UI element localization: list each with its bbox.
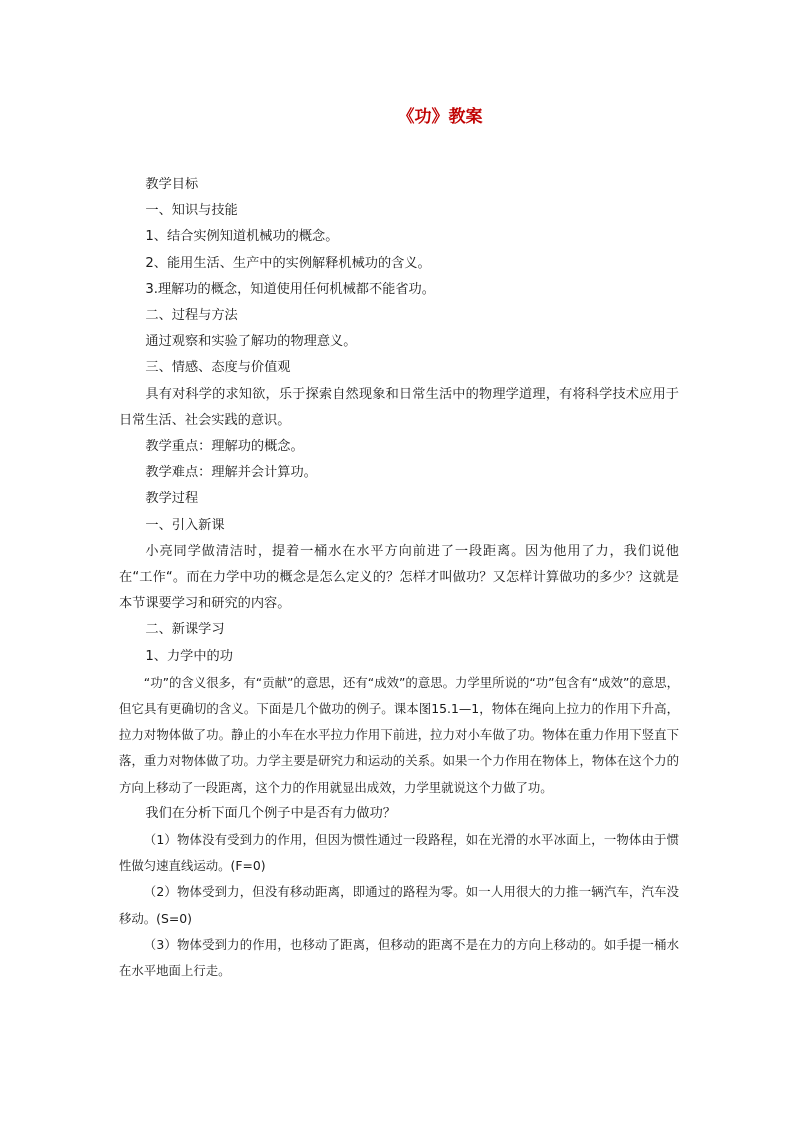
example-case-2: （2）物体受到力，但没有移动距离，即通过的路程为零。如一人用很大的力推一辆汽车，汽车没移动。(S=0) — [119, 884, 679, 926]
objective-item-3: 3.理解功的概念，知道使用任何机械都不能省功。 — [145, 281, 435, 297]
document-body — [119, 172, 679, 984]
example-case-1: （1）物体没有受到力的作用，但因为惯性通过一段路程，如在光滑的水平冰面上，一物体由于惯性做匀速直线运动。(F=0) — [119, 832, 679, 874]
subheading-process-methods: 二、过程与方法 — [145, 308, 238, 324]
attitudes-values-text: 具有对科学的求知欲，乐于探索自然现象和日常生活中的物理学道理，有将科学技术应用于日常生活、社会实践的意识。 — [119, 386, 679, 428]
work-definition-text: “功”的含义很多，有“贡献”的意思，还有“成效”的意思。力学里所说的“功”包含有“成效”的意思，但它具有更确切的含义。下面是几个做功的例子。课本图15.1—1，物体在绳向上拉力的作用下升高，拉力对物体做了功。静止的小车在水平拉力作用下前进，拉力对小车做了功。物体在重力作用下竖直下落，重力对物体做了功。力学主要是研究力和运动的关系。如果一个力作用在物体上，物体在这个力的方向上移动了一段距离，这个力的作用就显出成效，力学里就说这个力做了功。 — [119, 674, 679, 795]
section-heading-objectives: 教学目标 — [145, 177, 199, 192]
teaching-difficulty: 教学难点：理解并会计算功。 — [145, 465, 317, 481]
objective-item-1: 1、结合实例知道机械功的概念。 — [145, 229, 339, 245]
subheading-new-lesson: 二、新课学习 — [145, 622, 225, 638]
process-methods-text: 通过观察和实验了解功的物理意义。 — [145, 334, 357, 350]
subheading-introduction: 一、引入新课 — [145, 517, 225, 533]
introduction-text: 小亮同学做清洁时，提着一桶水在水平方向前进了一段距离。因为他用了力，我们说他在“工作“。而在力学中功的概念是怎么定义的？怎样才叫做功？又怎样计算做功的多少？这就是本节课要学习和研究的内容。 — [119, 543, 679, 612]
subheading-work-in-mechanics: 1、力学中的功 — [145, 648, 233, 664]
objective-item-2: 2、能用生活、生产中的实例解释机械功的含义。 — [145, 255, 431, 271]
document-title: 《功》教案 — [397, 107, 483, 127]
example-case-3: （3）物体受到力的作用，也移动了距离，但移动的距离不是在力的方向上移动的。如手提一桶水在水平地面上行走。 — [119, 936, 679, 979]
section-heading-process: 教学过程 — [145, 491, 199, 507]
subheading-knowledge-skills: 一、知识与技能 — [145, 203, 238, 219]
teaching-key-point: 教学重点：理解功的概念。 — [145, 439, 304, 455]
examples-question: 我们在分析下面几个例子中是否有力做功？ — [145, 805, 396, 821]
subheading-attitudes-values: 三、情感、态度与价值观 — [145, 360, 291, 376]
